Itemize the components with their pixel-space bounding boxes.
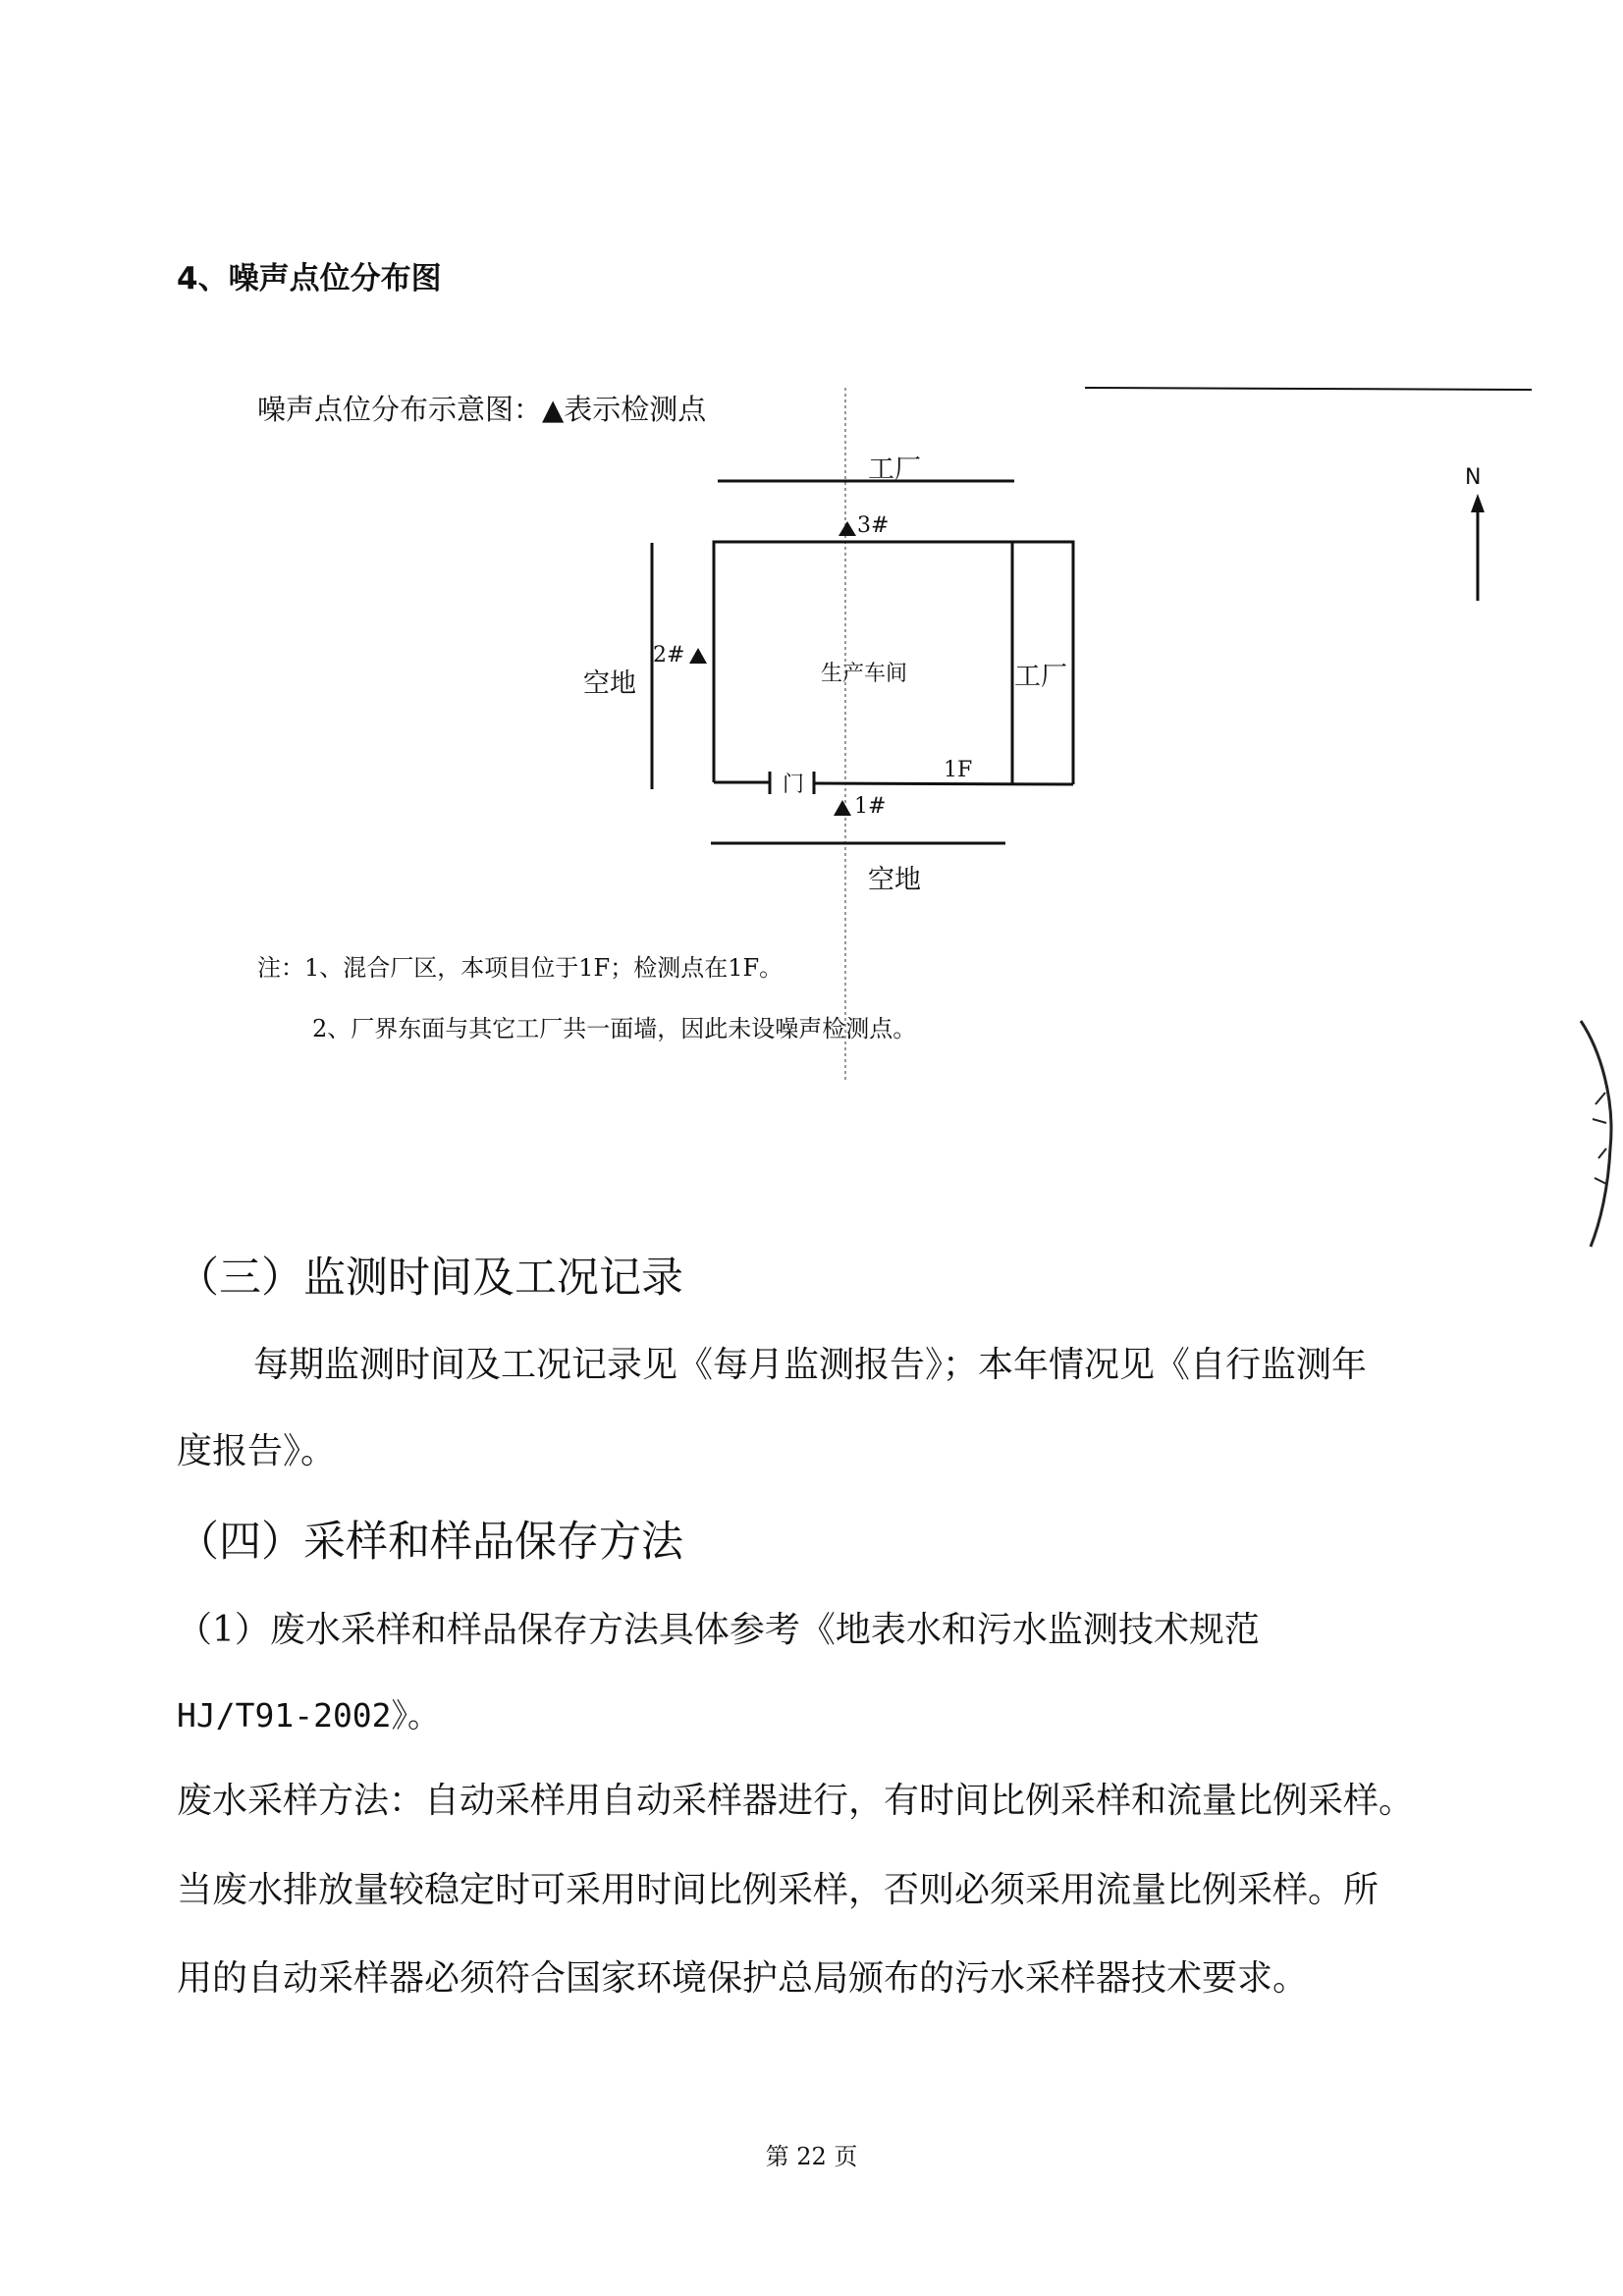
sampling-method-line-3: 用的自动采样器必须符合国家环境保护总局颁布的污水采样器技术要求。 xyxy=(177,1958,1309,1999)
building-label: 生产车间 xyxy=(821,662,908,686)
sampling-method-line-2: 当废水排放量较稳定时可采用时间比例采样，否则必须采用流量比例采样。所 xyxy=(177,1870,1380,1910)
top-right-rule xyxy=(1085,388,1532,390)
north-factory-label: 工厂 xyxy=(868,454,921,485)
point-2-triangle xyxy=(689,648,707,664)
compass-arrowhead xyxy=(1471,494,1485,512)
note-line-2: 2、厂界东面与其它工厂共一面墙，因此未设噪声检测点。 xyxy=(312,1015,917,1042)
point-2-label: 2# xyxy=(653,643,685,667)
east-factory-label: 工厂 xyxy=(1014,662,1067,692)
section-3-paragraph-line-1: 每期监测时间及工况记录见《每月监测报告》；本年情况见《自行监测年 xyxy=(253,1345,1368,1385)
building-bottom-wall-right xyxy=(814,783,1073,784)
section-3-title: （三）监测时间及工况记录 xyxy=(177,1254,683,1303)
section-4-item-1-line-1: （1）废水采样和样品保存方法具体参考《地表水和污水监测技术规范 xyxy=(177,1610,1260,1650)
section-4-item-1-line-2: HJ/T91-2002》。 xyxy=(177,1696,441,1735)
point-1-triangle xyxy=(834,800,851,816)
door-label: 门 xyxy=(783,773,805,797)
section-heading-noise-map: 4、噪声点位分布图 xyxy=(177,261,442,296)
compass-n-label: N xyxy=(1465,465,1482,490)
west-open-land-label: 空地 xyxy=(583,668,636,699)
section-4-title: （四）采样和样品保存方法 xyxy=(177,1518,683,1567)
point-3-label: 3# xyxy=(857,513,890,538)
floor-label: 1F xyxy=(944,758,973,782)
seal-edge-mark xyxy=(1571,1011,1623,1256)
point-1-label: 1# xyxy=(854,794,887,819)
note-line-1: 注：1、混合厂区，本项目位于1F；检测点在1F。 xyxy=(257,954,784,982)
page-number: 第 22 页 xyxy=(765,2143,858,2170)
sampling-method-line-1: 废水采样方法：自动采样用自动采样器进行，有时间比例采样和流量比例采样。 xyxy=(177,1781,1415,1821)
section-3-paragraph-line-2: 度报告》。 xyxy=(177,1431,337,1471)
south-open-land-label: 空地 xyxy=(868,865,921,895)
point-3-triangle xyxy=(839,521,856,536)
diagram-caption: 噪声点位分布示意图：▲表示检测点 xyxy=(257,393,707,426)
